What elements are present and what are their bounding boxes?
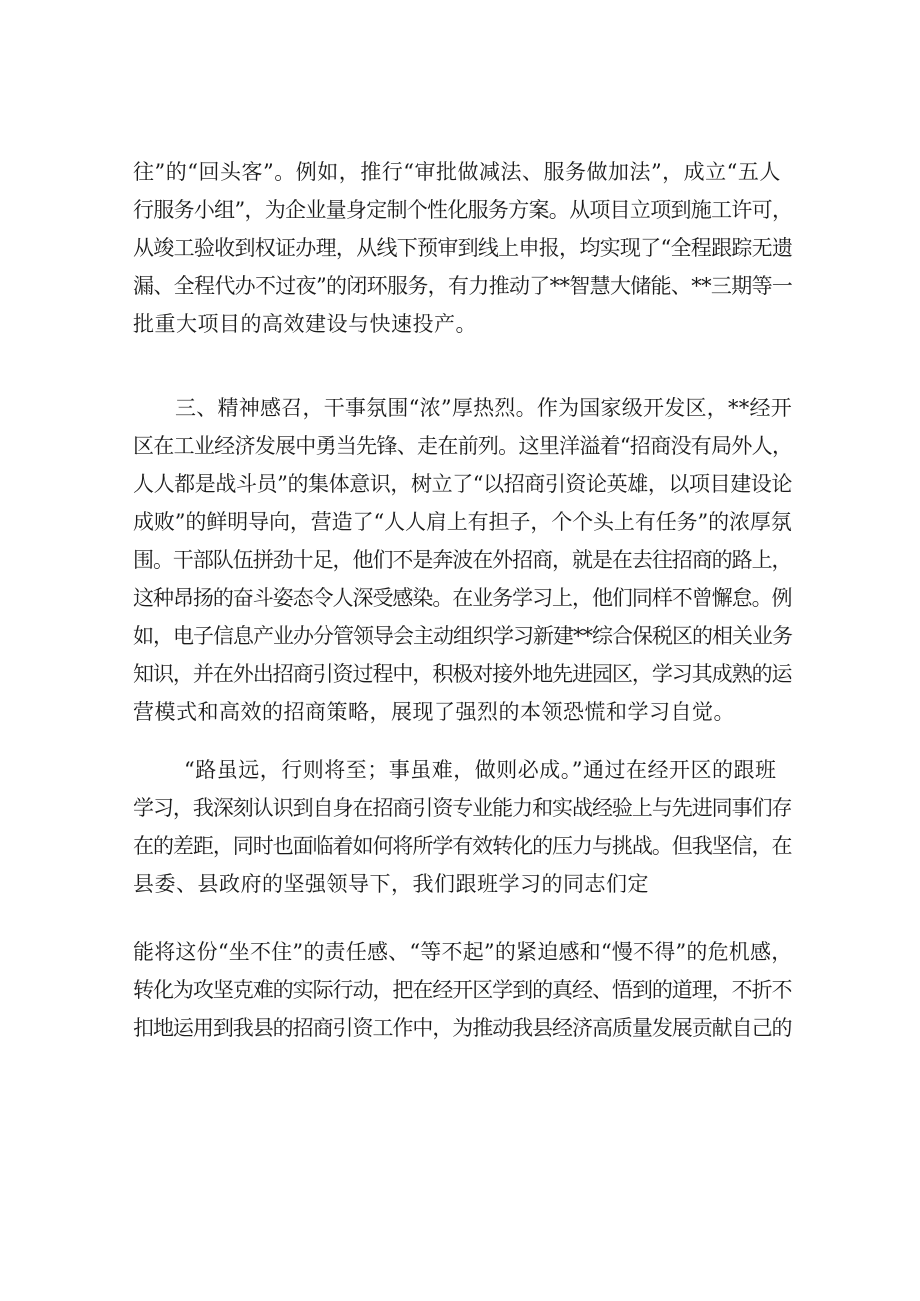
text-line: 县委、县政府的坚强领导下，我们跟班学习的同志们定 <box>133 872 649 896</box>
quote-line: “路虽远，行则将至；事虽难，做则必成。”通过在经开区的跟班 <box>184 758 777 782</box>
section-heading-line: 三、精神感召，干事氛围“浓”厚热烈。作为国家级开发区，**经开 <box>175 396 792 420</box>
text-line: 能将这份“坐不住”的责任感、“等不起”的紧迫感和“慢不得”的危机感， <box>133 940 793 964</box>
text-line: 人人都是战斗员”的集体意识，树立了“以招商引资论英雄，以项目建设论 <box>133 472 792 496</box>
text-line: 围。干部队伍拼劲十足，他们不是奔波在外招商，就是在去往招商的路上， <box>133 548 792 572</box>
text-line: 从竣工验收到权证办理，从线下预审到线上申报，均实现了“全程跟踪无遗 <box>133 236 793 260</box>
text-line: 转化为攻坚克难的实际行动，把在经开区学到的真经、悟到的道理，不折不 <box>133 978 792 1002</box>
text-line: 区在工业经济发展中勇当先锋、走在前列。这里洋溢着“招商没有局外人， <box>133 434 793 458</box>
text-line: 漏、全程代办不过夜”的闭环服务，有力推动了**智慧大储能、**三期等一 <box>133 274 793 298</box>
text-line: 在的差距，同时也面临着如何将所学有效转化的压力与挑战。但我坚信，在 <box>133 834 792 858</box>
text-line: 成败”的鲜明导向，营造了“人人肩上有担子，个个头上有任务”的浓厚氛 <box>133 510 792 534</box>
text-line: 这种昂扬的奋斗姿态令人深受感染。在业务学习上，他们同样不曾懈怠。例 <box>133 586 792 610</box>
text-line: 批重大项目的高效建设与快速投产。 <box>133 312 477 336</box>
text-line: 如，电子信息产业办分管领导会主动组织学习新建**综合保税区的相关业务 <box>133 624 792 648</box>
text-line: 营模式和高效的招商策略，展现了强烈的本领恐慌和学习自觉。 <box>133 700 735 724</box>
text-line: 往”的“回头客”。例如，推行“审批做减法、服务做加法”，成立“五人 <box>133 160 781 184</box>
text-line: 行服务小组”，为企业量身定制个性化服务方案。从项目立项到施工许可， <box>133 198 793 222</box>
text-line: 知识，并在外出招商引资过程中，积极对接外地先进园区，学习其成熟的运 <box>133 662 792 686</box>
text-line: 扣地运用到我县的招商引资工作中，为推动我县经济高质量发展贡献自己的 <box>133 1016 792 1040</box>
text-line: 学习，我深刻认识到自身在招商引资专业能力和实战经验上与先进同事们存 <box>133 796 792 820</box>
